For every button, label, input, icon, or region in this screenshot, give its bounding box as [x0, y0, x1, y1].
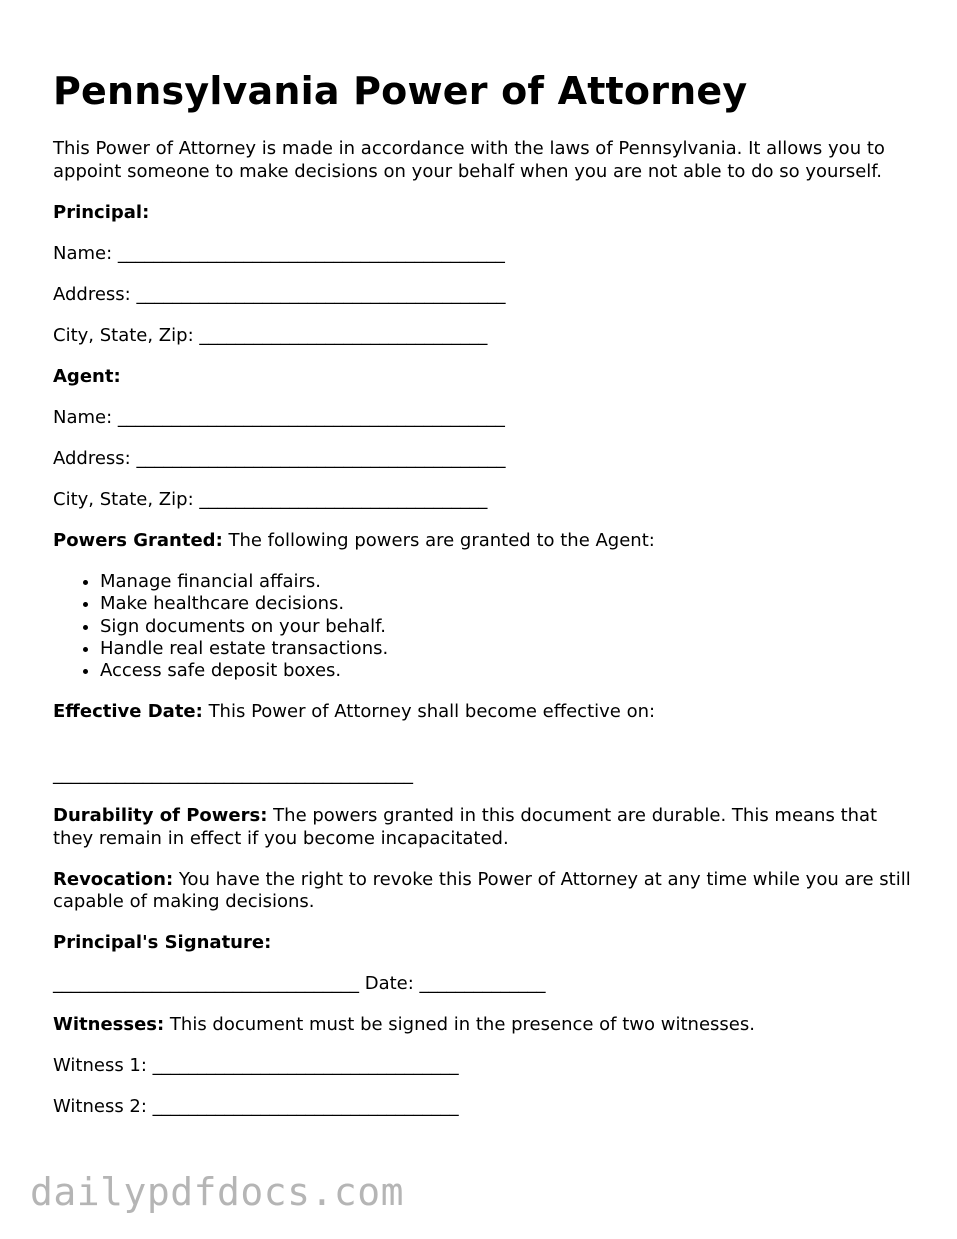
- effective-date-paragraph: [53, 701, 913, 724]
- list-item: • Manage financial affairs.: [100, 571, 913, 593]
- witness-2-field: Witness 2: __________________________________: [53, 1096, 459, 1118]
- revocation-label: Revocation:: [53, 868, 174, 890]
- powers-text: The following powers are granted to the Agent:: [222, 530, 655, 551]
- agent-address-field: Address: _________________________________________: [53, 448, 506, 469]
- powers-paragraph: [53, 530, 913, 553]
- witnesses-label: Witnesses:: [53, 1014, 165, 1036]
- durability-paragraph: [53, 805, 913, 850]
- list-item: • Access safe deposit boxes.: [100, 660, 913, 682]
- principal-name-field: Name: ___________________________________________: [53, 243, 505, 264]
- signature-heading: Principal's Signature:: [53, 932, 272, 954]
- powers-label: Powers Granted:: [53, 530, 223, 551]
- revocation-text: You have the right to revoke this Power of Attorney at any time while you are still capable of making decisions.: [53, 868, 911, 913]
- powers-list: [53, 571, 913, 682]
- effective-date-line: ________________________________________: [53, 764, 413, 786]
- list-item: • Sign documents on your behalf.: [100, 616, 913, 638]
- watermark: dailypdfdocs.com: [30, 1170, 405, 1214]
- agent-heading: Agent:: [53, 366, 121, 387]
- agent-city-field: City, State, Zip: ________________________________: [53, 489, 488, 510]
- witnesses-paragraph: [53, 1014, 913, 1037]
- witnesses-text: This document must be signed in the presence of two witnesses.: [164, 1014, 755, 1036]
- document-title: Pennsylvania Power of Attorney: [53, 69, 748, 113]
- witness-1-field: Witness 1: __________________________________: [53, 1055, 459, 1077]
- principal-heading: Principal:: [53, 202, 150, 223]
- principal-city-field: City, State, Zip: ________________________________: [53, 325, 488, 346]
- signature-date-line: __________________________________ Date: ______________: [53, 973, 546, 995]
- effective-date-text: This Power of Attorney shall become effective on:: [202, 700, 656, 722]
- document-page: [53, 68, 913, 1137]
- list-item: • Handle real estate transactions.: [100, 638, 913, 660]
- list-item: • Make healthcare decisions.: [100, 593, 913, 615]
- agent-name-field: Name: ___________________________________________: [53, 407, 505, 428]
- durability-text: The powers granted in this document are durable. This means that they remain in effect if you become incapacitated.: [53, 805, 878, 849]
- effective-date-label: Effective Date:: [53, 700, 203, 722]
- durability-label: Durability of Powers:: [53, 805, 268, 827]
- revocation-paragraph: [53, 869, 913, 914]
- intro-paragraph: This Power of Attorney is made in accordance with the laws of Pennsylvania. It allows you to appoint someone to make decisions on your behalf when you are not able to do so yourself.: [53, 138, 885, 182]
- principal-address-field: Address: _________________________________________: [53, 284, 506, 305]
